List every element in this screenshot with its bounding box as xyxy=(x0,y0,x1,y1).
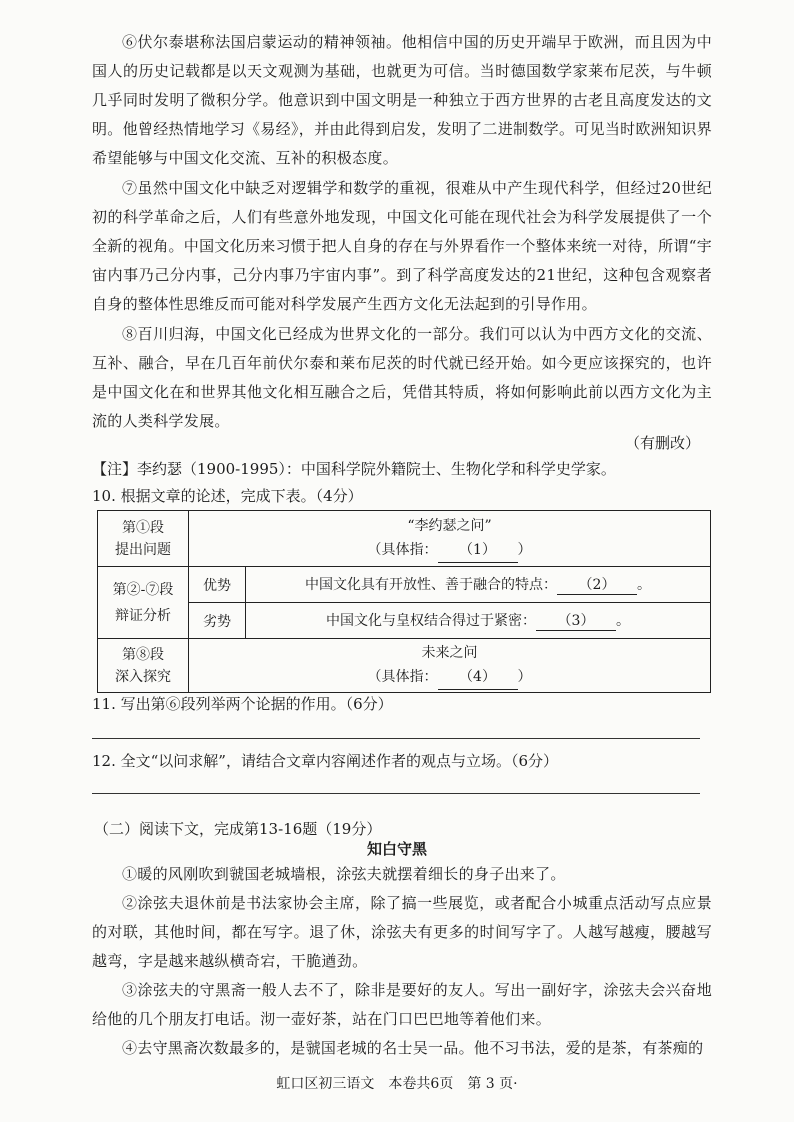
row1-label: 第①段 提出问题 xyxy=(98,511,189,567)
analysis-table xyxy=(97,510,711,693)
answer-line-11[interactable] xyxy=(92,738,700,739)
blank-3[interactable]: （3） xyxy=(536,610,616,631)
page-footer: 虹口区初三语文 本卷共6页 第 3 页· xyxy=(276,1076,518,1092)
paragraph-7: ⑦虽然中国文化中缺乏对逻辑学和数学的重视，很难从中产生现代科学，但经过20世纪初的科学革命之后，人们有些意外地发现，中国文化可能在现代社会为科学发展提供了一个全新的视角。中国文化历来习惯于把人自身的存在与外界看作一个整体来统一对待，所谓“宇宙内事乃己分内事，己分内事乃宇宙内事”。到了科学高度发达的21世纪，这种包含观察者自身的整体性思维反而可能对科学发展产生西方文化无法起到的引导作用。 xyxy=(92,179,712,313)
row3-label: 第⑧段 深入探究 xyxy=(98,639,189,693)
disadvantage-label: 劣势 xyxy=(189,603,246,639)
paragraph-8: ⑧百川归海，中国文化已经成为世界文化的一部分。我们可以认为中西方文化的交流、互补、融合，早在几百年前伏尔泰和莱布尼茨的时代就已经开始。如今更应该探究的，也许是中国文化在和世界其他文化相互融合之后，凭借其特质，将如何影响此前以西方文化为主流的人类科学发展。 xyxy=(92,325,712,430)
question-10: 10. 根据文章的论述，完成下表。（4分） xyxy=(92,487,363,505)
annotation-note: 【注】李约瑟（1900-1995）：中国科学院外籍院士、生物化学和科学史学家。 xyxy=(92,460,616,478)
story-paragraph-4: ④去守黑斋次数最多的，是虢国老城的名士吴一品。他不习书法，爱的是茶，有茶痴的 xyxy=(122,1039,704,1057)
story-title: 知白守黑 xyxy=(366,840,427,858)
section-2-header: （二）阅读下文，完成第13-16题（19分） xyxy=(94,820,382,838)
question-12: 12. 全文“以问求解”，请结合文章内容阐述作者的观点与立场。（6分） xyxy=(92,752,559,770)
disadvantage-content: 中国文化与皇权结合得过于紧密： （3） 。 xyxy=(246,603,711,639)
source-note: （有删改） xyxy=(624,434,700,452)
story-paragraph-1: ①暖的风刚吹到虢国老城墙根，涂弦夫就摆着细长的身子出来了。 xyxy=(122,865,566,883)
answer-line-12[interactable] xyxy=(92,793,700,794)
blank-1[interactable]: （1） xyxy=(438,538,518,563)
row2-label: 第②-⑦段 辩证分析 xyxy=(98,567,189,639)
question-11: 11. 写出第⑥段列举两个论据的作用。（6分） xyxy=(92,695,393,713)
paragraph-6: ⑥伏尔泰堪称法国启蒙运动的精神领袖。他相信中国的历史开端早于欧洲，而且因为中国人的历史记载都是以天文观测为基础，也就更为可信。当时德国数学家莱布尼茨，与牛顿几乎同时发明了微积分学。他意识到中国文明是一种独立于西方世界的古老且高度发达的文明。他曾经热情地学习《易经》，并由此得到启发，发明了二进制数学。可见当时欧洲知识界希望能够与中国文化交流、互补的积极态度。 xyxy=(92,33,712,167)
advantage-label: 优势 xyxy=(189,567,246,603)
blank-2[interactable]: （2） xyxy=(557,574,637,595)
row3-content: 未来之问 （具体指： （4） ） xyxy=(189,639,711,693)
story-paragraph-3: ③涂弦夫的守黑斋一般人去不了，除非是要好的友人。写出一副好字，涂弦夫会兴奋地给他的几个朋友打电话。沏一壶好茶，站在门口巴巴地等着他们来。 xyxy=(92,981,712,1028)
row1-content: “李约瑟之问” （具体指： （1） ） xyxy=(189,511,711,567)
story-paragraph-2: ②涂弦夫退休前是书法家协会主席，除了搞一些展览，或者配合小城重点活动写点应景的对联，其他时间，都在写字。退了休，涂弦夫有更多的时间写字了。人越写越瘦，腰越写越弯，字是越来越纵横奇宕，干脆遒劲。 xyxy=(92,894,712,970)
advantage-content: 中国文化具有开放性、善于融合的特点： （2） 。 xyxy=(246,567,711,603)
blank-4[interactable]: （4） xyxy=(438,665,518,690)
